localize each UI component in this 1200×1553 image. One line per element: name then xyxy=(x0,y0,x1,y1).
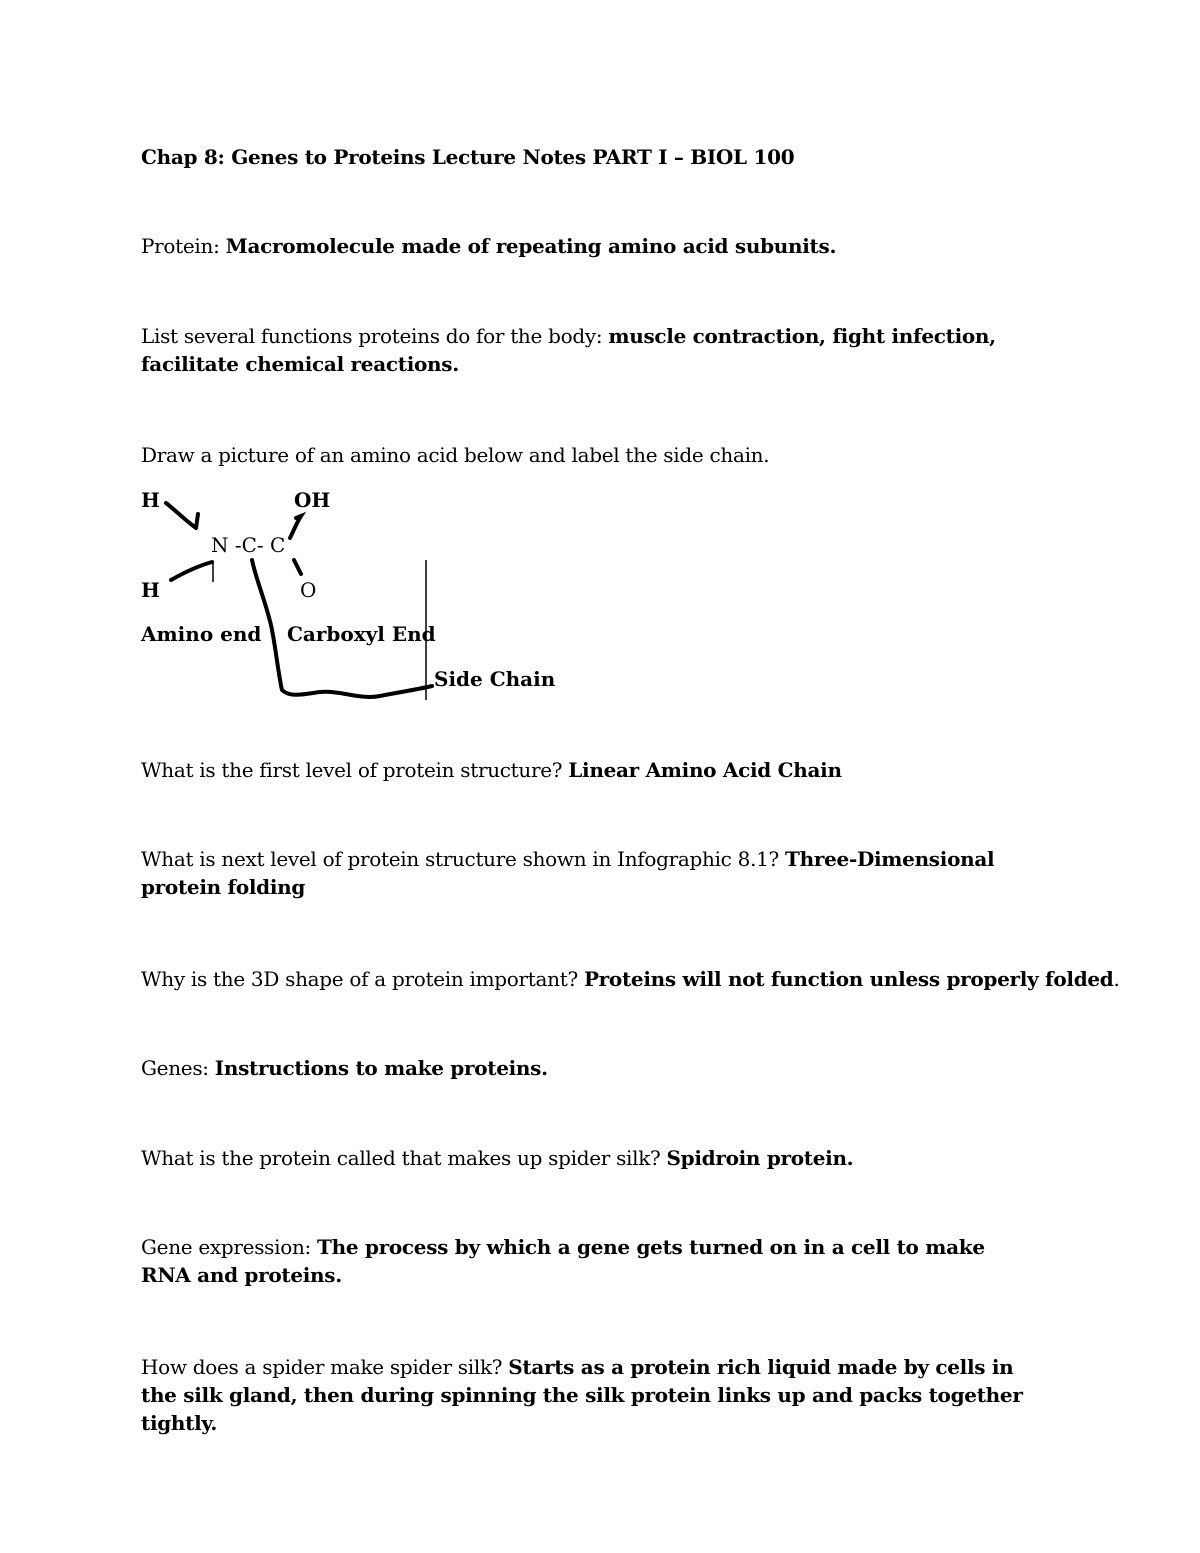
qa-3d-shape xyxy=(141,965,1120,993)
oh-bond xyxy=(290,516,301,538)
qa-gene-expression xyxy=(141,1233,1021,1289)
answer-tail: . xyxy=(1113,967,1120,991)
question-text: What is next level of protein structure shown in Infographic 8.1? xyxy=(141,847,786,871)
backbone-label: N -C- C xyxy=(211,533,286,557)
question-text: Gene expression: xyxy=(141,1235,318,1259)
h-bottom-label: H xyxy=(141,578,160,602)
answer-text: muscle contraction, fight infection, facilitate chemical reactions. xyxy=(141,324,996,376)
question-text: Draw a picture of an amino acid below and label the side chain. xyxy=(141,443,770,467)
answer-text: Instructions to make proteins. xyxy=(214,1056,548,1080)
question-text: How does a spider make spider silk? xyxy=(141,1355,509,1379)
qa-spider-silk-protein xyxy=(141,1144,853,1172)
o-label: O xyxy=(300,578,317,602)
qa-genes xyxy=(141,1054,548,1082)
oh-label: OH xyxy=(294,488,331,512)
answer-text: Macromolecule made of repeating amino acid subunits. xyxy=(225,234,837,258)
question-text: List several functions proteins do for the body: xyxy=(141,324,609,348)
answer-text: The process by which a gene gets turned on in a cell to make RNA and proteins. xyxy=(141,1235,985,1287)
h-top-label: H xyxy=(141,488,160,512)
o-bond xyxy=(294,560,301,574)
qa-first-level xyxy=(141,756,842,784)
answer-text: Linear Amino Acid Chain xyxy=(568,758,842,782)
question-text: What is the protein called that makes up spider silk? xyxy=(141,1146,667,1170)
amino-end-label: Amino end xyxy=(141,622,262,646)
answer-text: Spidroin protein. xyxy=(666,1146,854,1170)
question-text: Protein: xyxy=(141,234,226,258)
document-title: Chap 8: Genes to Proteins Lecture Notes PART I – BIOL 100 xyxy=(141,145,795,169)
answer-text: Three-Dimensional protein folding xyxy=(141,847,995,899)
question-text: Why is the 3D shape of a protein important? xyxy=(141,967,584,991)
side-chain-label: Side Chain xyxy=(434,667,556,691)
carboxyl-end-label: Carboxyl End xyxy=(287,622,436,646)
qa-next-level xyxy=(141,845,1041,901)
h-top-bond xyxy=(166,503,198,528)
answer-text: Starts as a protein rich liquid made by cells in the silk gland, then during spinning the silk protein links up and packs together tightly. xyxy=(141,1355,1023,1435)
answer-text: Proteins will not function unless properly folded xyxy=(583,967,1114,991)
qa-spider-silk-making xyxy=(141,1353,1041,1437)
question-text: What is the first level of protein structure? xyxy=(141,758,569,782)
question-text: Genes: xyxy=(141,1056,215,1080)
h-bottom-bond xyxy=(171,562,212,580)
